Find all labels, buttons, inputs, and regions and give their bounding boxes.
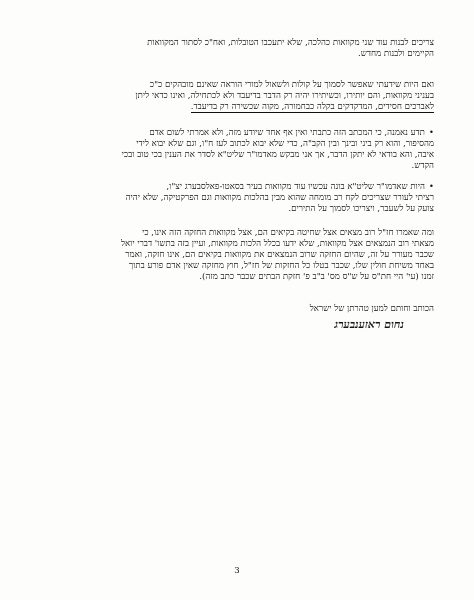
paragraph-4 — [40, 182, 434, 215]
paragraph-5 — [40, 228, 434, 283]
text-line: מהסיפור, והוא רק ביני ובינך ובין הקב"ה, כדי שלא יבוא לכתוב לעז ח"ו, וגם שלא יבוא לידי — [136, 139, 434, 149]
text-line: צועק על לשעבר, ויצריכו לסמוך על התירים. — [288, 204, 434, 214]
text-line: שכבר מעורר על זה, שהיום החזקה שרוב הנמצאים את מקוואות בקיאים הם, אינו חזקה, ואמר — [125, 250, 434, 260]
text-line: ואם היות שידעתי שאפשר לסמוך על קולות ולשאול למורי הוראה שאינם מובהקים כ"כ — [149, 80, 434, 90]
text-line: זמנו (עי' היי חת"ס על ש"ס מס' ב"ב פ' חזקת הבתים שכבר כתב מזה). — [199, 272, 434, 282]
text-line: איבה, והא בודאי לא יתקן הדבר, אך אני מבקש מאדמו"ר שליט"א לסדר את הענין בכי טוב ובכי — [121, 150, 434, 160]
closing-line: הכותב וחותם למען טהרתן של ישראל — [309, 304, 434, 314]
paragraph-1 — [40, 38, 434, 60]
paragraph-2 — [40, 80, 434, 113]
bullet-icon: • — [428, 182, 434, 192]
underlined-text: לאברכים חסידים, המדקדקים בקלה כבחמורה, מקוה שכשירה רק בדיעבד. — [190, 102, 434, 112]
text-line — [40, 102, 434, 113]
text-line: מצאתי רוב הנמצאים אצל מקוואות, שלא ידעו בכלל הלכות מקוואות, ועיין בזה בתשו' דברי יואל — [120, 239, 434, 249]
bullet-icon: • — [428, 128, 434, 138]
paragraph-3 — [40, 128, 434, 172]
text-line-content: היות שאדמו"ר שליט"א בונה עכשיו עוד מקוואות בעיר בסאטו-פאלסבערג יצ"ו, — [166, 182, 425, 192]
text-line: ומה שאמרו חז"ל רוב מצאים אצל שחיטה בקיאים הם, אצל מקוואות החזקה הזה אינו, כי — [142, 228, 434, 238]
text-line: צריכים לבנות עוד שני מקוואות כהלכה, שלא יתעכבו הטובלות, ואח"כ לסתור המקוואות — [147, 38, 434, 48]
page-number: 3 — [234, 566, 240, 576]
text-line: הקדש. — [411, 161, 434, 171]
signature-name: נחום ראזענבערג — [334, 318, 404, 331]
text-line — [40, 182, 434, 193]
text-line: באחד משיחת חולין שלו, שכבר בטלו כל החזקות של חז"ל, חוץ מחזקה שאין אדם פורע בתוך — [128, 261, 434, 271]
text-line: רציתי לעורר שצריכים לקח רב מומחה שהוא מבין בהלכות מקוואות וגם הפרקטיקה, שלא יהיה — [125, 193, 434, 203]
text-line-content: תדע נאמנה, כי המכתב הזה כתבתי ואין אף אחד שיודע מזה, ולא אמרתי לשום אדם — [149, 128, 425, 138]
text-line: בעניני מקוואות, והם יותירו, וכשיתירו יהיה רק הדבר בדיעבד ולא לכתחילה, ואינו כדאי ליתן — [135, 91, 434, 101]
text-line — [40, 128, 434, 139]
text-line: הקיימים ולבנות מחדש. — [358, 49, 434, 59]
